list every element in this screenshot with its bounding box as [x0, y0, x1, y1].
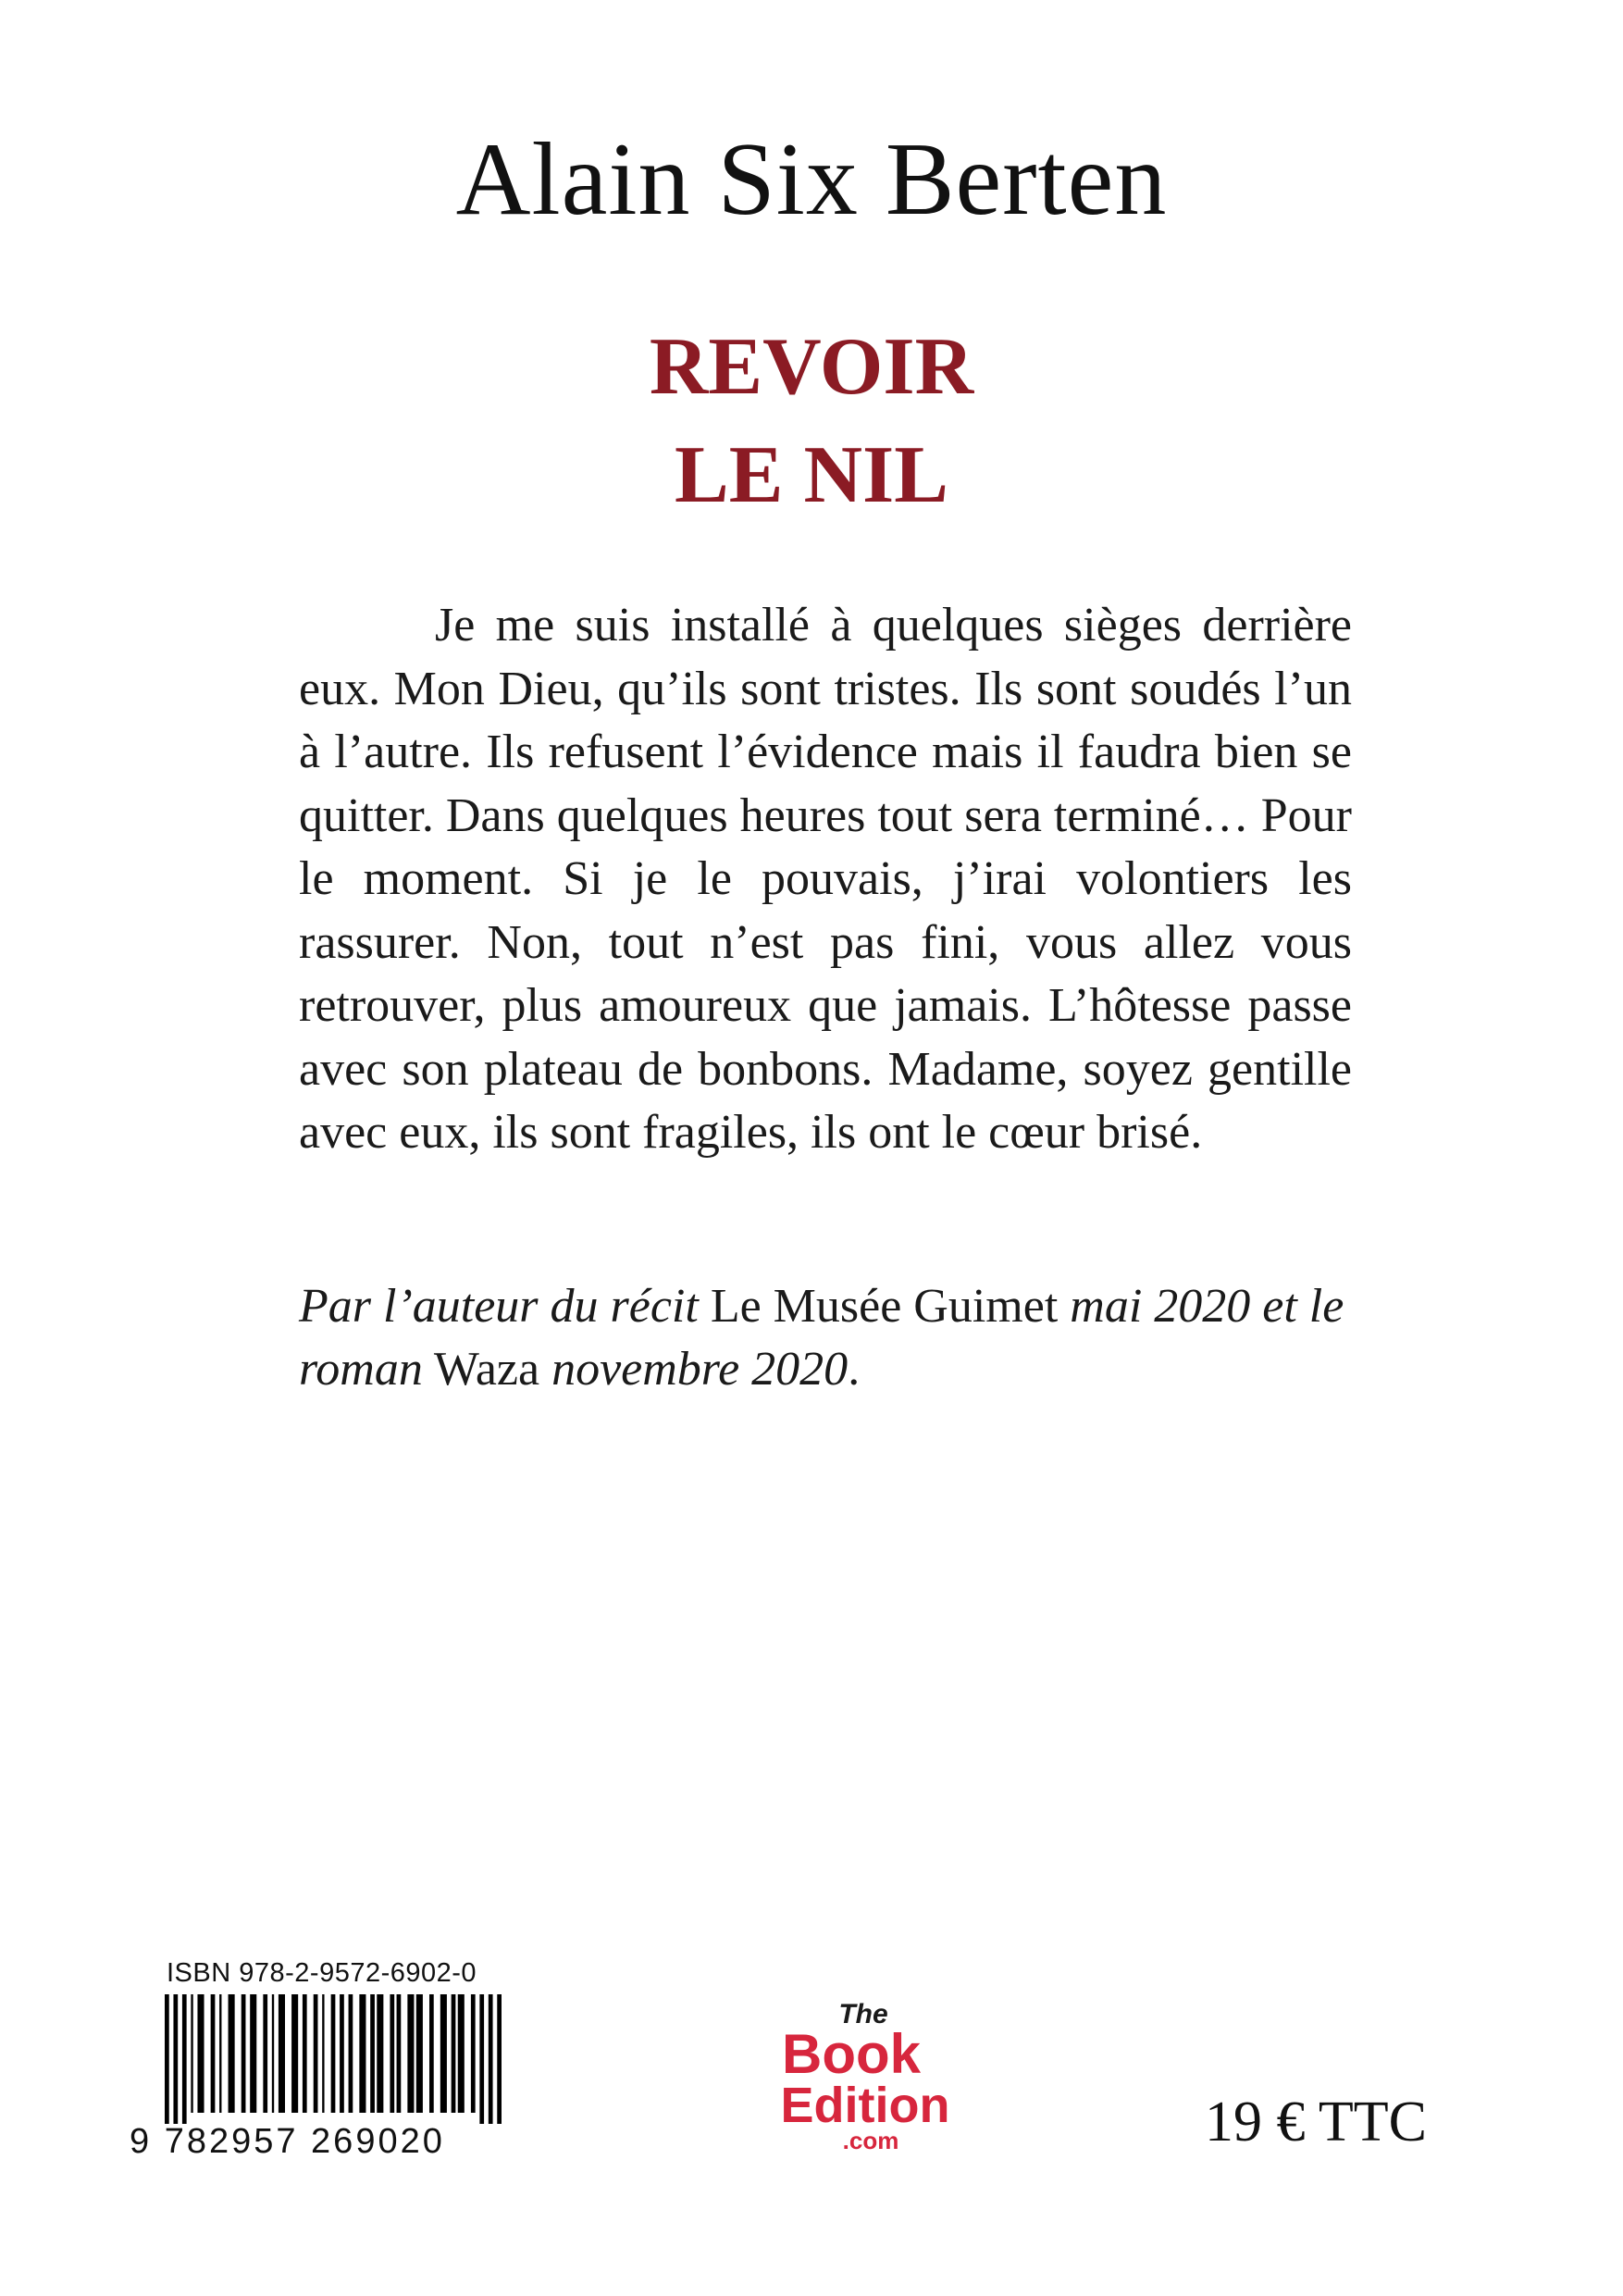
byline-part-3: mai 2020 et le roman: [299, 1280, 1344, 1396]
barcode-bar: [377, 1994, 383, 2113]
book-title-line-1: REVOIR: [649, 322, 974, 412]
barcode-bar: [331, 1994, 336, 2113]
barcode-bar: [390, 1994, 394, 2113]
barcode-bar: [359, 1994, 365, 2113]
logo-edition: Edition: [780, 2078, 950, 2133]
barcode-bar: [370, 1994, 375, 2113]
barcode-bar: [489, 1994, 493, 2124]
barcode-bar: [397, 1994, 402, 2113]
byline-part-2: Le Musée Guimet: [698, 1280, 1071, 1333]
barcode-bar: [429, 1994, 434, 2113]
barcode-bar: [191, 1994, 192, 2113]
author-name: Alain Six Berten: [455, 122, 1168, 237]
barcode-bar: [349, 1994, 353, 2113]
excerpt-paragraph: [299, 594, 1352, 1165]
barcode-bar: [471, 1994, 476, 2113]
byline-part-5: novembre 2020: [551, 1343, 849, 1396]
logo-book: Book: [782, 2023, 921, 2085]
logo-com: .com: [842, 2127, 899, 2154]
barcode-bar: [479, 1994, 484, 2124]
barcode-bar: [242, 1994, 246, 2113]
barcode-bar: [197, 1994, 204, 2113]
barcode-bar: [211, 1994, 216, 2113]
barcode-bar: [407, 1994, 414, 2113]
barcode-bar: [272, 1994, 274, 2113]
barcode-bar: [250, 1994, 256, 2113]
barcode-bar: [291, 1994, 298, 2113]
byline-part-1: Par l’auteur du récit: [299, 1280, 699, 1333]
barcode-bar: [440, 1994, 447, 2113]
byline-part-4: Waza: [422, 1343, 552, 1396]
barcode-bar: [340, 1994, 344, 2113]
logo-the: The: [838, 1999, 888, 2029]
barcode-bar: [497, 1994, 502, 2124]
author-byline: [299, 1275, 1352, 1401]
barcode-digits: 9 782957 269020: [130, 2122, 445, 2161]
isbn-label: ISBN 978-2-9572-6902-0: [167, 1958, 477, 1988]
barcode-bar: [165, 1994, 169, 2124]
barcode-bar: [279, 1994, 285, 2113]
barcode-bar: [416, 1994, 423, 2113]
barcode-bar: [314, 1994, 318, 2113]
barcode-bar: [303, 1994, 307, 2113]
barcode-icon: [165, 1994, 502, 2124]
barcode-bar: [322, 1994, 324, 2113]
barcode-bar: [263, 1994, 267, 2113]
publisher-logo: [754, 1997, 976, 2154]
barcode-bar: [182, 1994, 187, 2124]
barcode-bar: [458, 1994, 465, 2113]
barcode-bar: [219, 1994, 221, 2113]
book-title-line-2: LE NIL: [675, 430, 948, 520]
barcode-bar: [229, 1994, 235, 2113]
barcode-bar: [173, 1994, 178, 2124]
price-label: 19 € TTC: [1205, 2091, 1427, 2153]
barcode-bar: [452, 1994, 456, 2113]
excerpt-text: Je me suis installé à quelques sièges derrière eux. Mon Dieu, qu’ils sont tristes. Ils sont soudés l’un à l’autre. Ils refusent l’évidence mais il faudra bien se quitter. Dans quelques heures tout sera terminé… Pour le moment. Si je le pouvais, j’irai volontiers les rassurer. Non, tout n’est pas fini, vous allez vous retrouver, plus amoureux que jamais. L’hôtesse passe avec son plateau de bonbons. Madame, soyez gentille avec eux, ils sont fragiles, ils ont le cœur brisé.: [299, 599, 1352, 1159]
byline-part-6: .: [848, 1343, 861, 1396]
